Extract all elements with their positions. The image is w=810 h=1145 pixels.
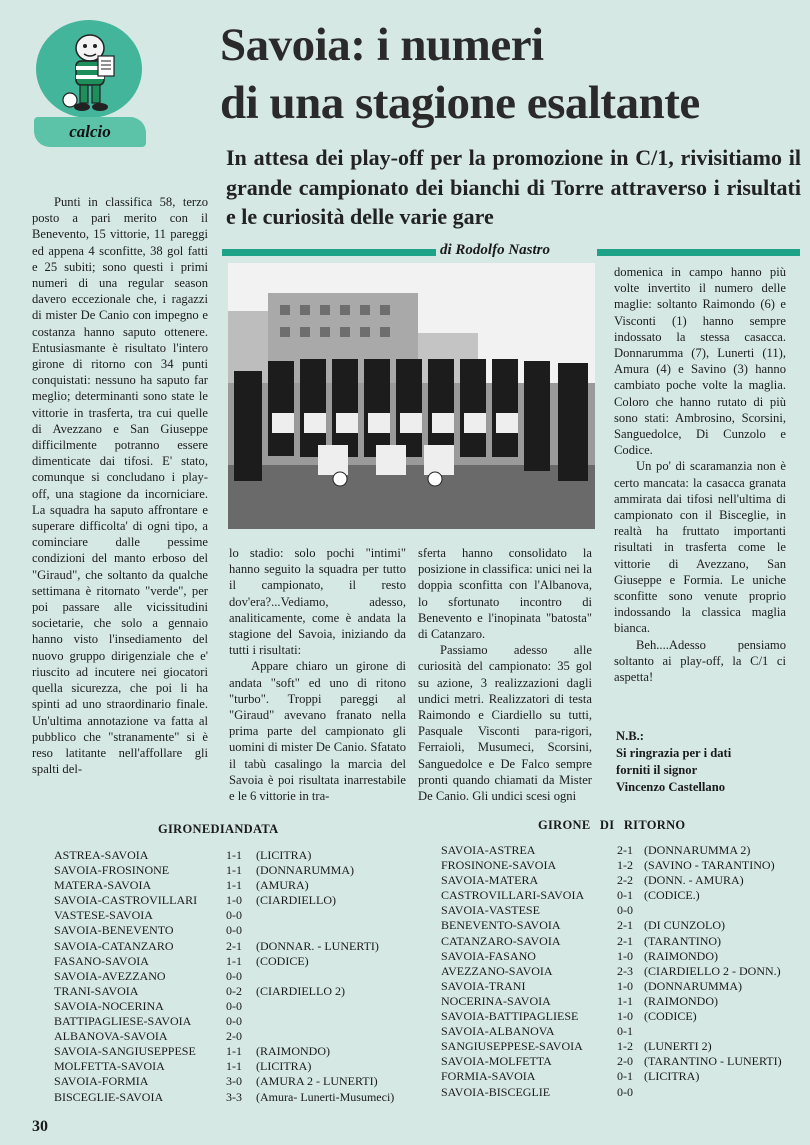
match-scorers: (DONNARUMMA)	[256, 863, 354, 878]
match-scorers: (CIARDIELLO 2)	[256, 983, 345, 998]
match-name: SAVOIA-MATERA	[441, 873, 539, 888]
match-scorers: (TARANTINO)	[644, 933, 722, 948]
result-row	[441, 979, 804, 994]
match-name: SAVOIA-CASTROVILLARI	[54, 893, 198, 908]
match-name: BISCEGLIE-SAVOIA	[54, 1089, 164, 1104]
match-name: SAVOIA-BISCEGLIE	[441, 1084, 551, 1099]
paragraph: Passiamo adesso alle curiosità del campionato: 35 gol su azione, 3 realizzazioni dagli undici metri. Realizzatori di testa Raimondo e Ciardiello su tutti, Pasquale Visconti para-rigori, Ferraioli, Musumeci, Scorsini, Sanguedolce e De Falco sempre pronti quando chiamati da Mister De Canio. Gli undici scesi ogni	[418, 643, 592, 804]
match-name: VASTESE-SAVOIA	[54, 908, 153, 923]
result-row	[54, 969, 406, 984]
match-name: SAVOIA-BATTIPAGLIESE	[441, 1009, 579, 1024]
match-scorers: (Amura- Lunerti-Musumeci)	[256, 1089, 395, 1104]
match-scorers: (TARANTINO - LUNERTI)	[644, 1054, 782, 1069]
article-subtitle: In attesa dei play-off per la promozione in C/1, rivisitiamo il grande campionato dei bianchi di Torre attraverso i risultati e le curiosità delle varie gare	[226, 145, 801, 229]
match-score: 3-0	[226, 1074, 242, 1089]
match-name: BENEVENTO-SAVOIA	[441, 918, 561, 933]
match-score: 1-2	[617, 858, 633, 873]
byline-rule-left	[222, 249, 436, 256]
article-column-3	[418, 545, 592, 804]
match-name: SAVOIA-FROSINONE	[54, 863, 170, 878]
result-row	[54, 999, 406, 1014]
match-score: 1-0	[617, 1009, 633, 1024]
match-scorers	[256, 908, 406, 923]
ritorno-results-table	[441, 843, 804, 1100]
result-row	[54, 878, 406, 893]
match-scorers: (LUNERTI 2)	[644, 1039, 712, 1054]
match-name: SAVOIA-BENEVENTO	[54, 923, 174, 938]
match-scorers: (SAVINO - TARANTINO)	[644, 858, 775, 873]
section-badge	[34, 117, 146, 147]
match-scorers: (CODICE)	[644, 1009, 697, 1024]
match-name: FROSINONE-SAVOIA	[441, 858, 557, 873]
match-scorers: (DI CUNZOLO)	[644, 918, 725, 933]
result-row	[54, 939, 406, 954]
match-scorers	[256, 969, 406, 984]
match-score: 3-3	[226, 1089, 242, 1104]
byline: di Rodolfo Nastro	[440, 242, 551, 258]
result-row	[441, 1054, 804, 1069]
paragraph: sferta hanno consolidato la posizione in classifica: unici nei la doppia sconfitta con l'Albanova, lo sfortunato incontro di Benevento e l'inopinata "batosta" di Catanzaro.	[418, 546, 592, 642]
match-name: SAVOIA-AVEZZANO	[54, 968, 166, 983]
paragraph: Un po' di scaramanzia non è certo mancata: la casacca granata ammirata dai tifosi nell'ultima di campionato con il Bisceglie, in realtà ha fruttato importanti risultati in trasferta come le vittorie di Avezzano, San Giuseppe e Formia. Le uniche sconfitte sono venute proprio indossando la classica maglia bianca.	[614, 459, 786, 636]
result-row	[54, 1044, 406, 1059]
result-row	[441, 1039, 804, 1054]
match-score: 1-0	[617, 978, 633, 993]
result-row	[441, 873, 804, 888]
result-row	[441, 1085, 804, 1100]
match-score: 0-0	[226, 968, 242, 983]
andata-results-table	[54, 848, 406, 1105]
result-row	[441, 964, 804, 979]
result-row	[441, 1009, 804, 1024]
match-name: ALBANOVA-SAVOIA	[54, 1029, 168, 1044]
match-scorers	[644, 903, 804, 918]
paragraph: Beh....Adesso pensiamo soltanto ai play-off, la C/1 ci aspetta!	[614, 637, 786, 685]
match-name: SAVOIA-NOCERINA	[54, 998, 164, 1013]
match-score: 0-1	[617, 888, 633, 903]
match-scorers: (DONN. - AMURA)	[644, 873, 744, 888]
match-score: 0-0	[226, 1014, 242, 1029]
article-column-4	[614, 264, 786, 685]
match-score: 1-0	[226, 893, 242, 908]
result-row	[54, 848, 406, 863]
match-scorers	[256, 1014, 406, 1029]
match-scorers	[256, 923, 406, 938]
result-row	[441, 918, 804, 933]
match-score: 2-3	[617, 963, 633, 978]
match-score: 0-1	[617, 1024, 633, 1039]
team-photo	[228, 263, 595, 529]
ritorno-title: GIRONE DI RITORNO	[538, 818, 686, 832]
match-name: BATTIPAGLIESE-SAVOIA	[54, 1014, 192, 1029]
note-line: Vincenzo Castellano	[616, 780, 726, 794]
match-score: 2-1	[226, 938, 242, 953]
result-row	[441, 934, 804, 949]
result-row	[441, 1069, 804, 1084]
match-name: SAVOIA-ALBANOVA	[441, 1024, 555, 1039]
match-score: 0-1	[617, 1069, 633, 1084]
title-line-1: Savoia: i numeri	[220, 19, 544, 71]
match-name: FASANO-SAVOIA	[54, 953, 149, 968]
match-name: SAVOIA-TRANI	[441, 978, 526, 993]
result-row	[441, 888, 804, 903]
result-row	[54, 893, 406, 908]
match-name: SANGIUSEPPESE-SAVOIA	[441, 1039, 583, 1054]
match-scorers	[256, 999, 406, 1014]
match-scorers: (DONNARUMMA 2)	[644, 843, 751, 857]
match-name: AVEZZANO-SAVOIA	[441, 963, 553, 978]
paragraph: Appare chiaro un girone di andata "soft" ed uno di ritono "turbo". Troppi pareggi al "Giraud" avevano franato nella prima parte del campionato gli uomini di mister De Canio. Sfatato il tabù casalingo la marcia del Savoia è poi risultata inarrestabile e le 6 vittorie in tra-	[229, 659, 406, 804]
match-scorers: (DONNARUMMA)	[644, 978, 742, 993]
match-score: 0-0	[226, 998, 242, 1013]
match-scorers: (LICITRA)	[256, 1059, 312, 1074]
result-row	[441, 994, 804, 1009]
match-score: 1-1	[226, 878, 242, 893]
match-score: 2-1	[617, 843, 633, 857]
result-row	[54, 954, 406, 969]
match-scorers: (CIARDIELLO)	[256, 893, 336, 908]
match-name: FORMIA-SAVOIA	[441, 1069, 536, 1084]
result-row	[441, 843, 804, 858]
result-row	[54, 1014, 406, 1029]
match-score: 2-0	[226, 1029, 242, 1044]
result-row	[441, 1024, 804, 1039]
result-row	[441, 903, 804, 918]
match-name: SAVOIA-FORMIA	[54, 1074, 149, 1089]
byline-rule-right	[597, 249, 800, 256]
match-scorers	[256, 1029, 406, 1044]
match-scorers: (CODICE)	[256, 953, 309, 968]
football-mascot-icon	[58, 30, 122, 114]
note-line: Si ringrazia per i dati	[616, 746, 732, 760]
match-score: 1-1	[226, 953, 242, 968]
acknowledgement-note	[616, 728, 731, 796]
match-score: 2-1	[617, 933, 633, 948]
match-score: 1-1	[226, 1059, 242, 1074]
paragraph: lo stadio: solo pochi "intimi" hanno seguito la squadra per tutto il campionato, il resto dov'era?...Vediamo, adesso, analiticamente, come è andata la stagione del Savoia, iniziando da tutti i risultati:	[229, 546, 406, 658]
match-name: NOCERINA-SAVOIA	[441, 993, 551, 1008]
match-score: 0-0	[226, 908, 242, 923]
match-score: 0-0	[226, 923, 242, 938]
match-score: 2-2	[617, 873, 633, 888]
paragraph: Punti in classifica 58, terzo posto a pari merito con il Benevento, 15 vittorie, 11 pareggi ed appena 4 sconfitte, 38 gol fatti e 25 subiti; sono questi i primi numeri di una regular season davero eccezionale che, i ragazzi di mister De Canio con impegno e costanza hanno saputo ottenere. Entusiasmante è risultato l'intero girone di ritorno con 34 punti conquistati: nessuno ha saputo far meglio; determinanti sono state le vittorie in trasferta, tra cui quelle di Avezzano e San Giuseppe difficilmente potranno essere dimenticate dai tifosi. E' stato, comunque si concludano i play-off, una stagione da incorniciare. La squadra ha saputo affrontare e superare difficolta' di ogni tipo, a cominciare dalle pessime condizioni del manto erboso del "Giraud", che soltanto da qualche settimana è ritornato "verde", per poi passare alle vicissitudini societarie, che solo a gennaio hanno visto l'insediamento del nuovo gruppo dirigenziale che e' riuscito ad incutere nei giocatori quella sicurezza, che poi li ha spinti ad uno straordinario finale. Un'ultima annotazione va fatta al pubblico che "stranamente" si è reso latitante nell'affollare gli spalti del-	[32, 195, 208, 777]
match-score: 2-1	[617, 918, 633, 933]
result-row	[441, 949, 804, 964]
match-name: CASTROVILLARI-SAVOIA	[441, 888, 585, 903]
match-name: TRANI-SAVOIA	[54, 983, 139, 998]
match-name: SAVOIA-CATANZARO	[54, 938, 174, 953]
result-row	[54, 1090, 406, 1105]
match-score: 1-1	[226, 863, 242, 878]
result-row	[54, 863, 406, 878]
result-row	[54, 1029, 406, 1044]
match-scorers	[644, 1085, 804, 1100]
match-score: 1-1	[617, 993, 633, 1008]
result-row	[54, 908, 406, 923]
match-scorers: (LICITRA)	[644, 1069, 700, 1084]
match-scorers: (RAIMONDO)	[644, 993, 718, 1008]
result-row	[54, 1059, 406, 1074]
match-scorers: (AMURA 2 - LUNERTI)	[256, 1074, 378, 1089]
match-score: 2-0	[617, 1054, 633, 1069]
match-score: 1-0	[617, 948, 633, 963]
article-column-2	[229, 545, 406, 804]
match-name: MATERA-SAVOIA	[54, 878, 152, 893]
result-row	[54, 1074, 406, 1089]
section-label: calcio	[69, 122, 111, 141]
match-scorers: (CIARDIELLO 2 - DONN.)	[644, 963, 781, 978]
match-scorers: (DONNAR. - LUNERTI)	[256, 938, 379, 953]
match-name: SAVOIA-MOLFETTA	[441, 1054, 552, 1069]
result-row	[441, 858, 804, 873]
match-score: 1-1	[226, 848, 242, 862]
match-name: SAVOIA-FASANO	[441, 948, 536, 963]
match-score: 1-2	[617, 1039, 633, 1054]
result-row	[54, 923, 406, 938]
match-score: 0-2	[226, 983, 242, 998]
article-column-1	[32, 194, 208, 777]
article-title	[220, 16, 800, 132]
match-name: MOLFETTA-SAVOIA	[54, 1059, 165, 1074]
note-line: forniti il signor	[616, 763, 698, 777]
page-number: 30	[32, 1118, 48, 1135]
match-score: 0-0	[617, 1084, 633, 1099]
match-scorers: (CODICE.)	[644, 888, 700, 903]
match-name: SAVOIA-VASTESE	[441, 903, 540, 918]
match-name: CATANZARO-SAVOIA	[441, 933, 561, 948]
match-scorers: (RAIMONDO)	[256, 1044, 330, 1059]
match-scorers: (LICITRA)	[256, 848, 312, 862]
match-score: 0-0	[617, 903, 633, 918]
title-line-2: di una stagione esaltante	[220, 77, 700, 129]
match-name: SAVOIA-ASTREA	[441, 843, 536, 857]
match-name: ASTREA-SAVOIA	[54, 848, 149, 862]
paragraph: domenica in campo hanno più volte invertito il numero delle maglie: soltanto Raimondo (6) e Visconti (1) hanno sempre indossato la stessa casacca. Donnarumma (7), Lunerti (11), Amura (4) e Savino (3) hanno cambiato poche volte la maglia. Coloro che hanno rutato di più sono stati: Ambrosino, Scorsini, Sanguedolce, Di Cunzolo e Codice.	[614, 265, 786, 458]
match-scorers	[644, 1024, 804, 1039]
match-scorers: (AMURA)	[256, 878, 309, 893]
match-score: 1-1	[226, 1044, 242, 1059]
result-row	[54, 984, 406, 999]
andata-title: GIRONEDIANDATA	[158, 822, 279, 836]
match-name: SAVOIA-SANGIUSEPPESE	[54, 1044, 196, 1059]
note-label: N.B.:	[616, 729, 644, 743]
match-scorers: (RAIMONDO)	[644, 948, 718, 963]
